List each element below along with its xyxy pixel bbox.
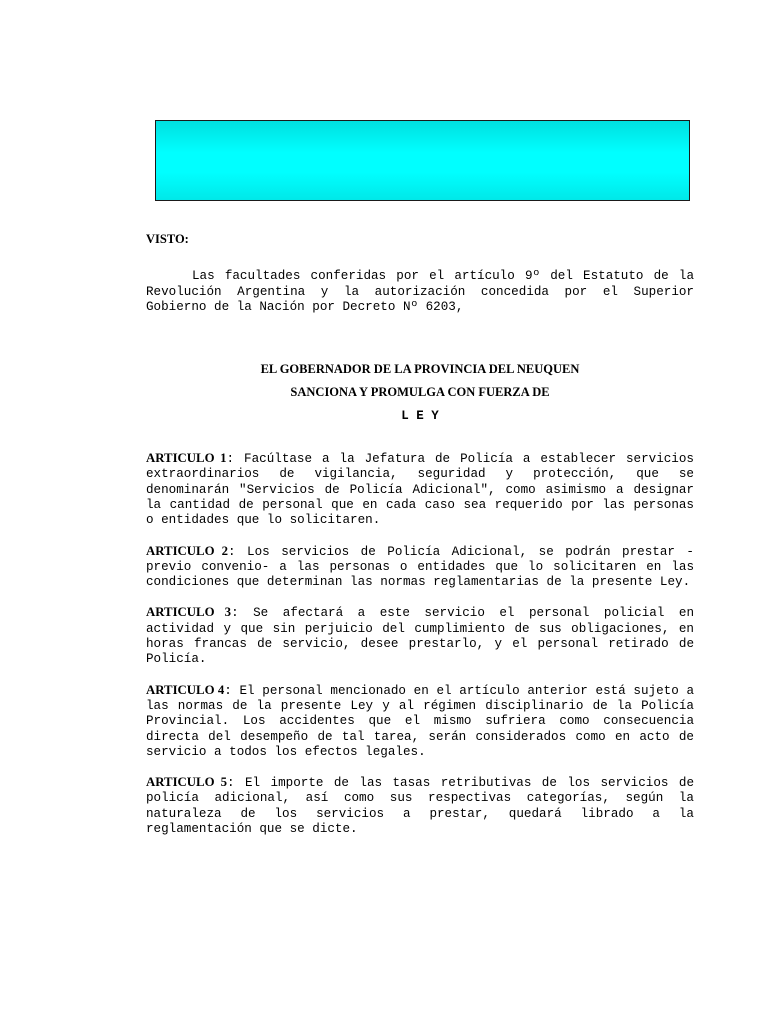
enactment-line-governor: EL GOBERNADOR DE LA PROVINCIA DEL NEUQUEN [260, 362, 580, 377]
article-label: ARTICULO 1 [146, 451, 227, 466]
document-body [146, 232, 694, 852]
enactment-line-sanciona: SANCIONA Y PROMULGA CON FUERZA DE [290, 385, 550, 400]
article-label: ARTICULO 2 [146, 543, 229, 558]
article-label: ARTICULO 3 [146, 605, 232, 620]
article-label: ARTICULO 5 [146, 775, 227, 790]
article-4: ARTICULO 4: El personal mencionado en el artículo anterior está sujeto a las normas de la presente Ley y al régimen disciplinario de la Policía Provincial. Los accidentes que el mismo sufriera como consecuencia directa del desempeño de tal tarea, serán considerados como en acto de servicio a todos los efectos legales. [146, 682, 694, 759]
article-5: ARTICULO 5: El importe de las tasas retributivas de los servicios de policía adicional, así como sus respectivas categorías, según la naturaleza de los servicios a prestar, quedará librado a la reglamentación que se dicte. [146, 775, 695, 837]
visto-label: VISTO: [146, 232, 189, 246]
article-text: Facúltase a la Jefatura de Policía a establecer servicios extraordinarios de vigilancia, seguridad y protección, que se denominarán "Servicios de Policía Adicional", como asimismo a designar la cantidad de personal que en cada caso sea requerido por las personas o entidades que lo solicitaren. [146, 452, 694, 528]
article-2: ARTICULO 2: Los servicios de Policía Adicional, se podrán prestar -previo convenio- a las personas o entidades que lo solicitaren en las condiciones que determinan las normas reglamentarias de la presente Ley. [146, 543, 694, 590]
enactment-formula [146, 362, 694, 424]
article-label: ARTICULO 4 [146, 682, 225, 697]
article-text: El importe de las tasas retributivas de los servicios de policía adicional, así como sus respectivas categorías, según la naturaleza de los servicios a prestar, quedará librado a la reglamentación que se dicte. [146, 776, 695, 837]
article-text: Los servicios de Policía Adicional, se podrán prestar -previo convenio- a las personas o entidades que lo solicitaren en las condiciones que determinan las normas reglamentarias de la presente Ley. [146, 544, 694, 590]
articles-list [146, 451, 694, 837]
article-1: ARTICULO 1: Facúltase a la Jefatura de Policía a establecer servicios extraordinarios de vigilancia, seguridad y protección, que se denominarán "Servicios de Policía Adicional", como asimismo a designar la cantidad de personal que en cada caso sea requerido por las personas o entidades que lo solicitaren. [146, 451, 694, 528]
article-text: El personal mencionado en el artículo anterior está sujeto a las normas de la presente Ley y al régimen disciplinario de la Policía Provincial. Los accidentes que el mismo sufriera como consecuencia directa del desempeño de tal tarea, serán considerados como en acto de servicio a todos los efectos legales. [146, 683, 694, 759]
header-banner [155, 120, 690, 201]
enactment-line-ley: L E Y [401, 408, 439, 423]
article-3: ARTICULO 3: Se afectará a este servicio el personal policial en actividad y que sin perjuicio del cumplimiento de sus obligaciones, en horas francas de servicio, desee prestarlo, y el personal retirado de Policía. [146, 605, 694, 667]
article-text: Se afectará a este servicio el personal policial en actividad y que sin perjuicio del cumplimiento de sus obligaciones, en horas francas de servicio, desee prestarlo, y el personal retirado de Policía. [146, 606, 694, 667]
visto-paragraph: Las facultades conferidas por el artículo 9º del Estatuto de la Revolución Argentina y la autorización concedida por el Superior Gobierno de la Nación por Decreto Nº 6203, [146, 269, 694, 314]
